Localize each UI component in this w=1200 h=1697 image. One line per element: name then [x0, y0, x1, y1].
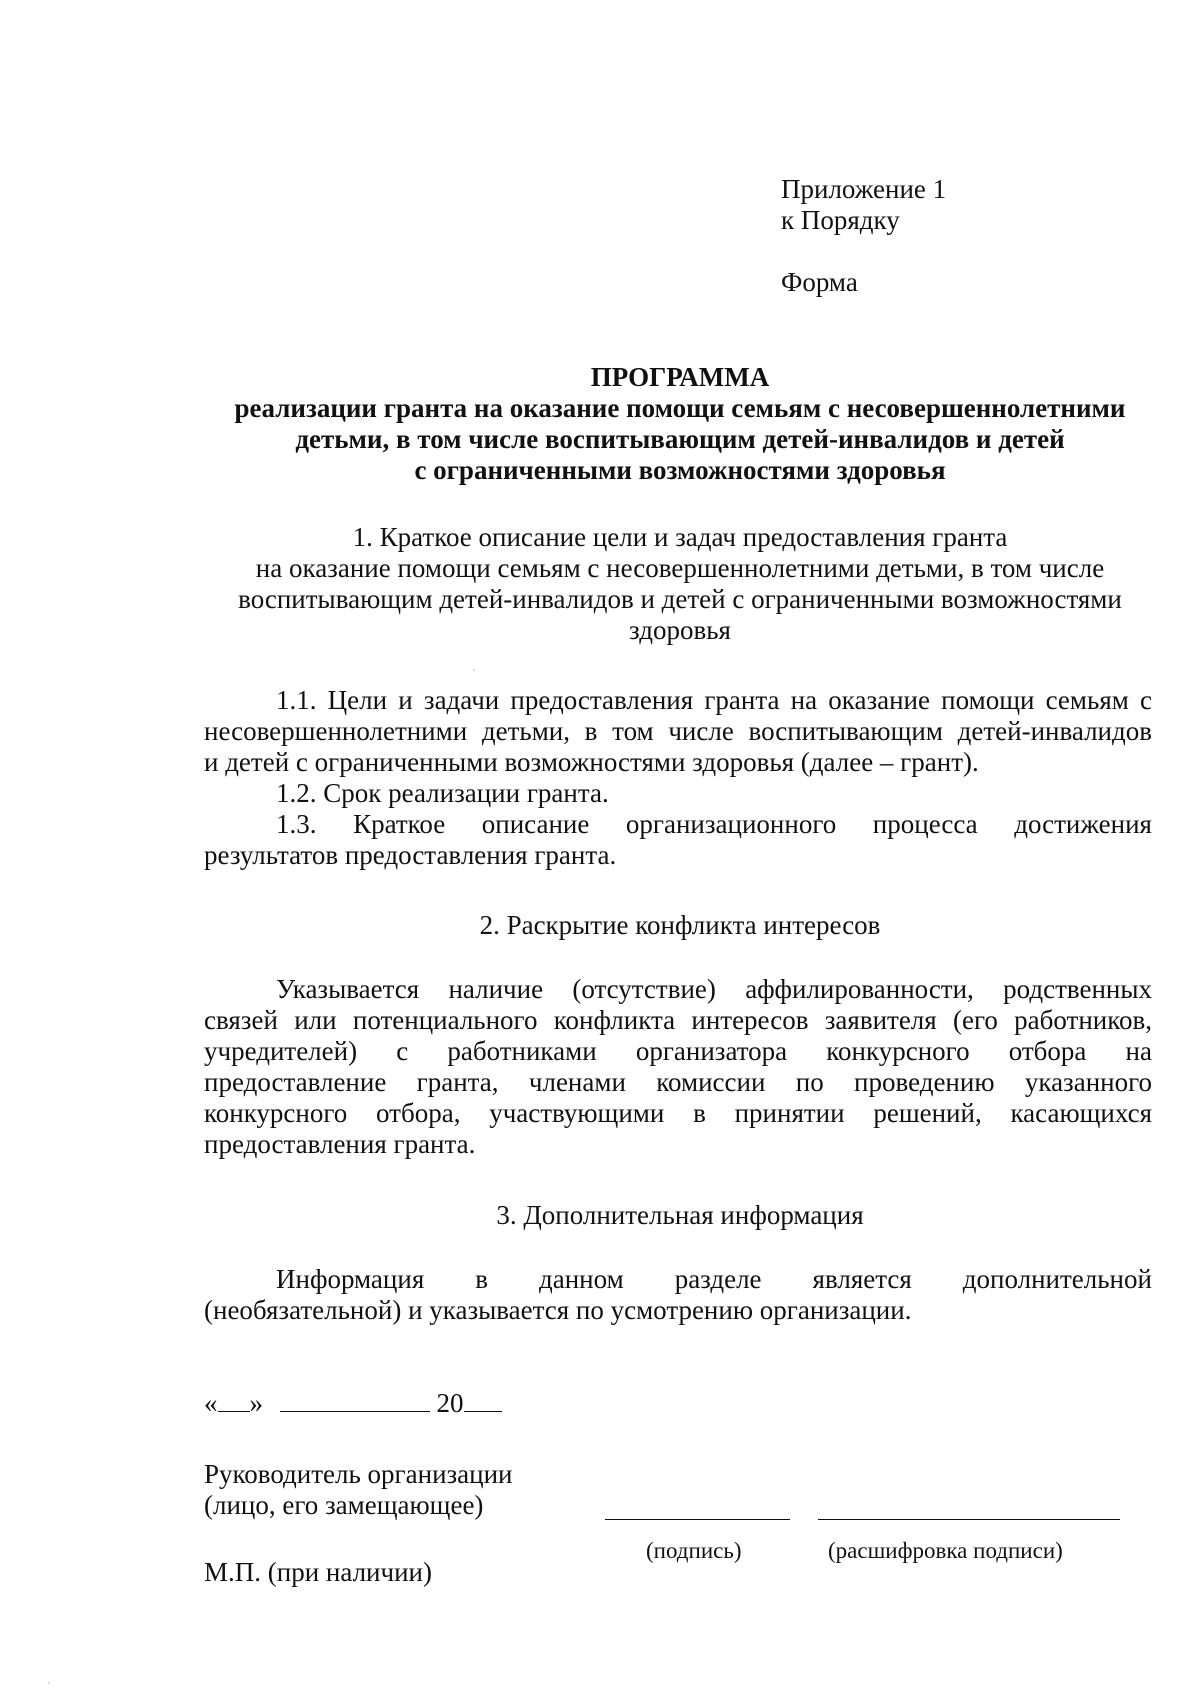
- head-title-line-2: (лицо, его замещающее): [204, 1490, 484, 1520]
- day-blank[interactable]: [218, 1387, 250, 1412]
- head-of-organization: [204, 1459, 513, 1521]
- year-prefix: 20: [436, 1388, 464, 1418]
- signature-decoding-line[interactable]: [818, 1519, 1120, 1520]
- item-1-3-line-2: результатов предоставления гранта.: [204, 840, 617, 870]
- item-1-3-line-1: [204, 809, 1152, 840]
- section-3-heading-text: 3. Дополнительная информация: [496, 1200, 864, 1230]
- section-1-heading-line-1: 1. Краткое описание цели и задач предоставления гранта: [352, 522, 1008, 552]
- title-main: ПРОГРАММА: [590, 362, 770, 392]
- item-1-1-line-1: 1.1. Цели и задачи предоставления гранта на оказание помощи семьям с: [276, 685, 1152, 715]
- section-3-word: данном: [539, 1264, 624, 1294]
- scan-speck: [473, 669, 475, 671]
- date-close-quote: »: [249, 1388, 263, 1418]
- section-2-body: [204, 974, 1152, 1160]
- signature-decoding-caption: (расшифровка подписи): [828, 1538, 1063, 1563]
- date-line: [204, 1387, 502, 1419]
- year-blank[interactable]: [464, 1387, 502, 1412]
- section-2-line-6: предоставления гранта.: [204, 1129, 476, 1159]
- section-2-line-1: Указывается наличие (отсутствие) аффилированности, родственных: [276, 974, 1152, 1004]
- appendix-label: Приложение 1: [781, 174, 947, 204]
- title-line-3: с ограниченными возможностями здоровья: [414, 455, 946, 485]
- document-title: [180, 362, 1180, 486]
- section-2-line-5: конкурсного отбора, участвующими в принятии решений, касающихся: [204, 1098, 1152, 1128]
- item-1-3-word: достижения: [1014, 809, 1152, 839]
- item-1-3-word: Краткое: [353, 809, 446, 839]
- section-2-line-3: учредителей) с работниками организатора конкурсного отбора на: [204, 1036, 1152, 1066]
- section-1-body: [204, 685, 1152, 871]
- section-2-line-4: предоставление гранта, членами комиссии по проведению указанного: [204, 1067, 1152, 1097]
- stamp-note: М.П. (при наличии): [204, 1557, 432, 1587]
- form-label: Форма: [781, 267, 858, 297]
- section-3-word: дополнительной: [962, 1264, 1152, 1294]
- head-title-line-1: Руководитель организации: [204, 1459, 513, 1489]
- section-2-line-2: связей или потенциального конфликта интересов заявителя (его работников,: [204, 1005, 1152, 1035]
- section-3-word: Информация: [276, 1264, 425, 1294]
- scan-speck: [48, 1682, 50, 1684]
- order-reference: к Порядку: [781, 205, 900, 235]
- section-3-line-2: (необязательной) и указывается по усмотрению организации.: [204, 1295, 912, 1325]
- item-1-3-word: описание: [481, 809, 590, 839]
- signature-caption: (подпись): [646, 1538, 742, 1563]
- item-1-1-line-3: и детей с ограниченными возможностями здоровья (далее – грант).: [204, 747, 979, 777]
- title-line-2: детьми, в том числе воспитывающим детей-инвалидов и детей: [295, 424, 1065, 454]
- section-3-heading: [180, 1200, 1180, 1231]
- section-3-word: разделе: [674, 1264, 762, 1294]
- month-blank[interactable]: [280, 1387, 430, 1412]
- section-1-heading-line-2: на оказание помощи семьям с несовершеннолетними детьми, в том числе: [255, 553, 1105, 583]
- section-1-heading: [180, 522, 1180, 646]
- section-2-heading: [180, 910, 1180, 941]
- section-3-line-1: [204, 1264, 1152, 1295]
- section-3-body: [204, 1264, 1152, 1326]
- title-line-1: реализации гранта на оказание помощи семьям с несовершеннолетними: [234, 393, 1126, 423]
- item-1-3-word: 1.3.: [276, 809, 317, 839]
- section-3-word: в: [475, 1264, 488, 1294]
- section-3-word: является: [812, 1264, 912, 1294]
- header-block: [781, 174, 946, 298]
- signature-line[interactable]: [605, 1519, 790, 1520]
- section-1-heading-line-3: воспитывающим детей-инвалидов и детей с ограниченными возможностями: [238, 584, 1122, 614]
- date-open-quote: «: [204, 1388, 218, 1418]
- item-1-1-line-2: несовершеннолетними детьми, в том числе воспитывающим детей-инвалидов: [204, 716, 1152, 746]
- item-1-3-word: процесса: [872, 809, 978, 839]
- section-2-heading-text: 2. Раскрытие конфликта интересов: [479, 910, 881, 940]
- item-1-3-word: организационного: [625, 809, 837, 839]
- section-1-heading-line-4: здоровья: [629, 615, 731, 645]
- item-1-2: 1.2. Срок реализации гранта.: [276, 778, 609, 808]
